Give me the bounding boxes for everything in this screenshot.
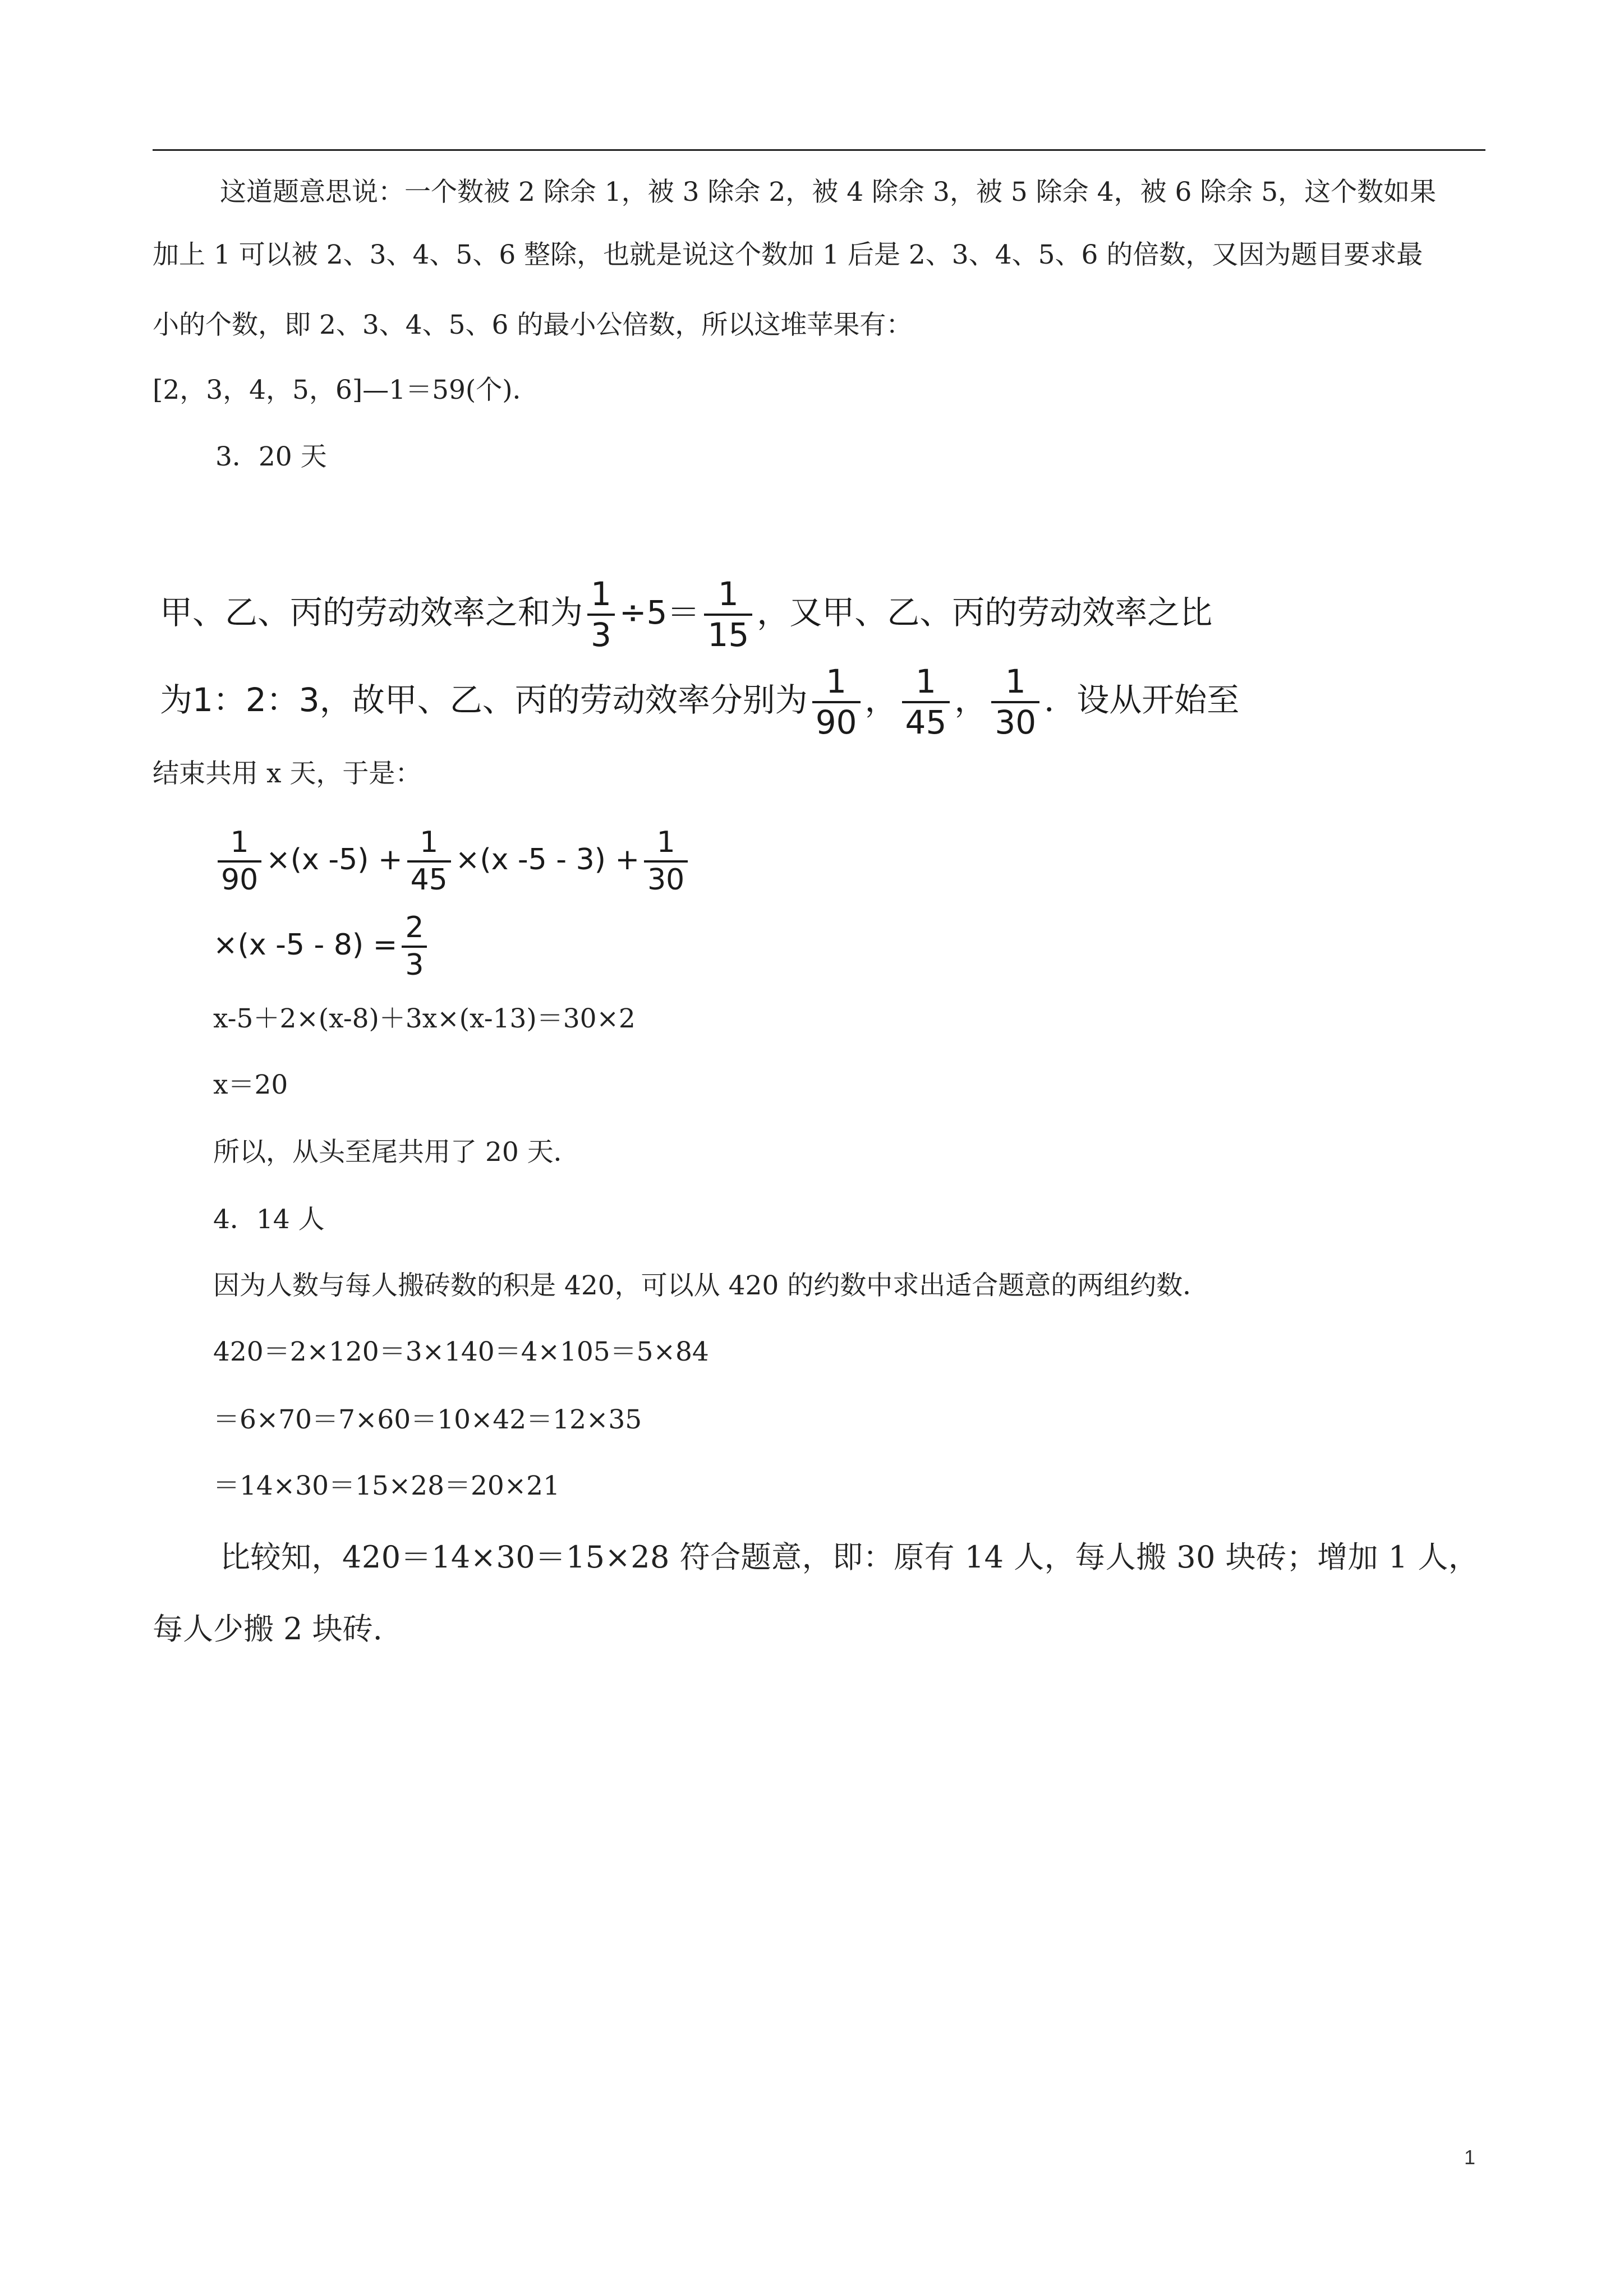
divide-operator: ÷5＝ [619, 593, 700, 631]
fraction-numerator: 1 [1005, 662, 1026, 700]
fraction-numerator: 1 [826, 662, 847, 700]
fraction-2-3 [402, 912, 427, 980]
fraction-1-15 [704, 577, 752, 652]
image-line-2-text-after: ．设从开始至 [1044, 681, 1240, 719]
fraction-denominator: 90 [812, 701, 861, 740]
equation-3: x-5＋2×(x-8)＋3x×(x-13)＝30×2 [213, 1003, 636, 1034]
header-rule [153, 149, 1485, 151]
fraction-1-45 [902, 662, 950, 741]
fraction-numerator: 1 [656, 826, 675, 860]
paragraph-1-line-2: 加上 1 可以被 2、3、4、5、6 整除，也就是说这个数加 1 后是 2、3、4、5、6 的倍数，又因为题目要求最 [153, 239, 1423, 270]
fraction-denominator: 45 [407, 860, 451, 896]
equation-1-term-b: ×(x -5 - 3) + [455, 843, 640, 877]
fraction-1-30 [644, 827, 688, 895]
answer-3-image-line-1 [160, 568, 1212, 657]
fraction-numerator: 1 [420, 826, 439, 860]
answer-4-line-3: ＝6×70＝7×60＝10×42＝12×35 [213, 1404, 642, 1435]
fraction-denominator: 3 [587, 614, 615, 652]
paragraph-1-line-3: 小的个数，即 2、3、4、5、6 的最小公倍数，所以这堆苹果有： [153, 310, 913, 340]
fraction-denominator: 15 [704, 614, 752, 652]
paragraph-1-line-1: 这道题意思说：一个数被 2 除余 1，被 3 除余 2，被 4 除余 3，被 5 除余 4，被 6 除余 5，这个数如果 [220, 177, 1437, 208]
fraction-1-90 [218, 827, 261, 895]
equation-2 [213, 897, 431, 993]
fraction-numerator: 1 [591, 575, 611, 613]
answer-4-line-4: ＝14×30＝15×28＝20×21 [213, 1470, 560, 1501]
fraction-1-30 [991, 662, 1039, 741]
image-line-2-text-before: 为1：2：3，故甲、乙、丙的劳动效率分别为 [160, 681, 808, 719]
answer-4-line-5: 比较知，420＝14×30＝15×28 符合题意，即：原有 14 人，每人搬 30 块砖；增加 1 人， [220, 1539, 1479, 1575]
fraction-numerator: 1 [717, 575, 739, 613]
comma-separator: ， [954, 681, 987, 719]
answer-4-line-2: 420＝2×120＝3×140＝4×105＝5×84 [213, 1336, 709, 1367]
fraction-denominator: 45 [902, 701, 950, 740]
fraction-denominator: 3 [402, 946, 427, 981]
equation-1 [213, 812, 692, 907]
answer-4-line-6: 每人少搬 2 块砖. [153, 1611, 383, 1647]
fraction-numerator: 1 [915, 662, 936, 700]
fraction-numerator: 1 [230, 826, 249, 860]
image-line-1-text-after: ，又甲、乙、丙的劳动效率之比 [757, 593, 1213, 631]
fraction-1-3 [587, 577, 615, 652]
page-number: 1 [1464, 2146, 1476, 2169]
answer-4-heading: 4．14 人 [213, 1204, 325, 1235]
answer-3-image-line-2 [160, 655, 1239, 745]
comma-separator: ， [864, 681, 898, 719]
answer-3-line-after: 结束共用 x 天，于是： [153, 758, 422, 789]
answer-3-heading: 3．20 天 [215, 441, 327, 472]
fraction-denominator: 90 [218, 860, 261, 896]
paragraph-1-line-4: [2，3，4，5，6]—1＝59(个)． [153, 375, 539, 405]
fraction-1-45 [407, 827, 451, 895]
fraction-denominator: 30 [644, 860, 688, 896]
image-line-1-text-before: 甲、乙、丙的劳动效率之和为 [160, 593, 583, 631]
answer-3-conclusion: 所以，从头至尾共用了 20 天． [213, 1137, 580, 1168]
fraction-1-90 [812, 662, 861, 741]
equation-2-term: ×(x -5 - 8) = [213, 928, 398, 962]
fraction-numerator: 2 [405, 911, 424, 945]
answer-4-line-1: 因为人数与每人搬砖数的积是 420，可以从 420 的约数中求出适合题意的两组约数． [213, 1270, 1209, 1301]
fraction-denominator: 30 [991, 701, 1039, 740]
equation-4: x＝20 [213, 1069, 288, 1100]
equation-1-term-a: ×(x -5) + [266, 843, 403, 877]
